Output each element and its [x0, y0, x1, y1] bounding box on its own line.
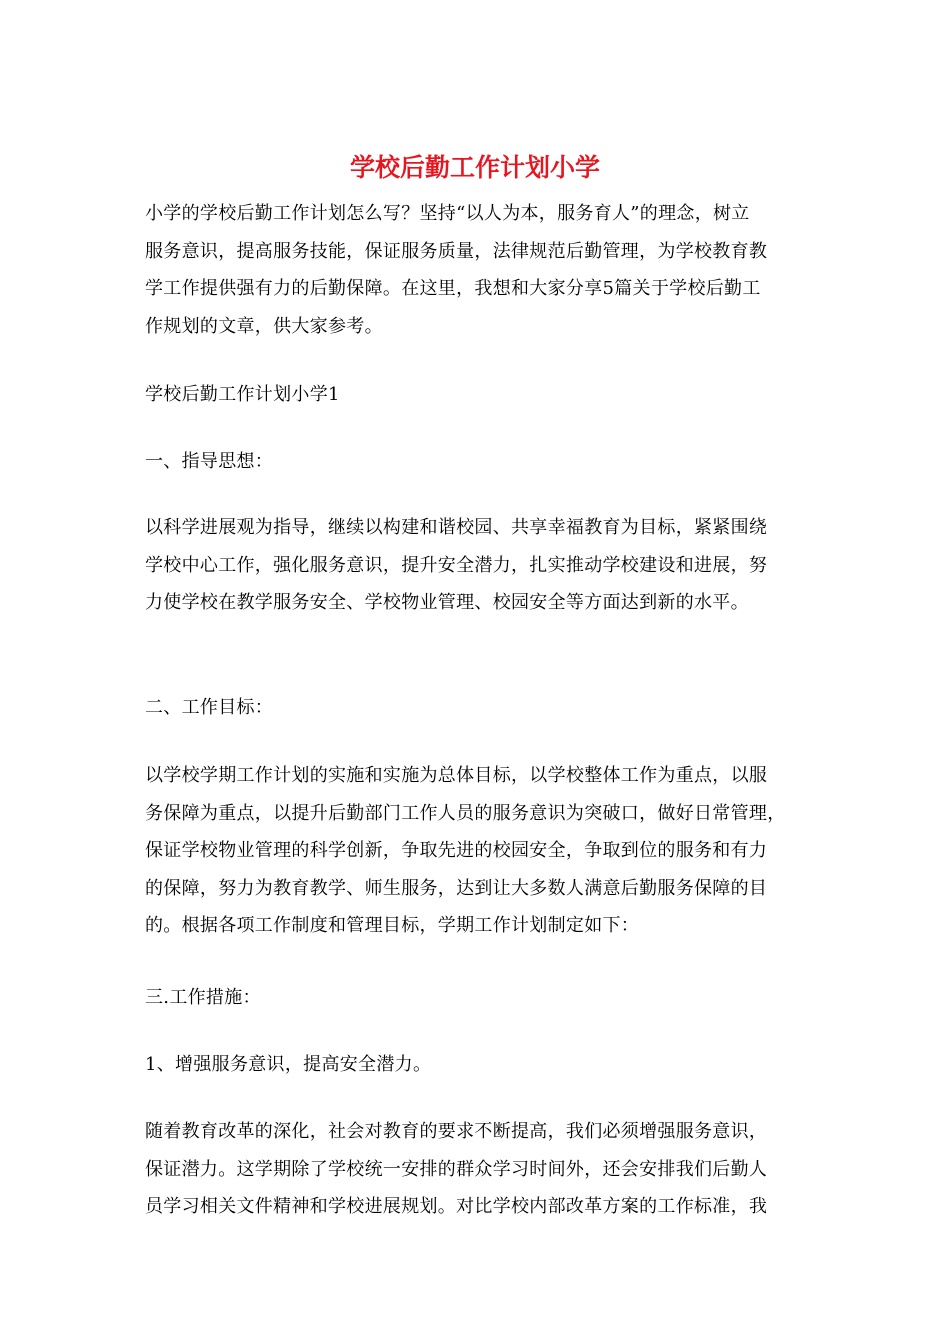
intro-line: 小学的学校后勤工作计划怎么写？坚持“以人为本，服务育人”的理念，树立 [145, 203, 750, 224]
paragraph-line: 务保障为重点，以提升后勤部门工作人员的服务意识为突破口，做好日常管理， [145, 802, 786, 824]
document-title: 学校后勤工作计划小学 [349, 153, 600, 182]
section-heading-guiding-thought: 一、指导思想： [145, 451, 274, 472]
paragraph-line: 随着教育改革的深化，社会对教育的要求不断提高，我们必须增强服务意识， [145, 1121, 768, 1142]
work-goals-paragraph [145, 757, 810, 945]
item-heading-service-awareness: 1、增强服务意识，提高安全潜力。 [145, 1054, 432, 1075]
paragraph-line: 保证潜力。这学期除了学校统一安排的群众学习时间外，还会安排我们后勤人 [145, 1158, 768, 1180]
intro-paragraph [145, 195, 810, 345]
paragraph-line: 的保障，努力为教育教学、师生服务，达到让大多数人满意后勤服务保障的目 [145, 877, 768, 899]
paragraph-line: 学校中心工作，强化服务意识，提升安全潜力，扎实推动学校建设和进展，努 [145, 554, 768, 576]
paragraph-line: 以学校学期工作计划的实施和实施为总体目标，以学校整体工作为重点，以服 [145, 765, 768, 786]
guiding-thought-paragraph [145, 509, 810, 622]
paragraph-line: 以科学进展观为指导，继续以构建和谐校园、共享幸福教育为目标，紧紧围绕 [145, 517, 768, 538]
section-heading-work-goals: 二、工作目标： [145, 697, 274, 718]
paragraph-line: 的。根据各项工作制度和管理目标，学期工作计划制定如下： [145, 915, 640, 936]
intro-line: 作规划的文章，供大家参考。 [145, 315, 383, 337]
paragraph-line: 力使学校在教学服务安全、学校物业管理、校园安全等方面达到新的水平。 [145, 592, 749, 613]
paragraph-line: 员学习相关文件精神和学校进展规划。对比学校内部改革方案的工作标准，我 [145, 1196, 768, 1217]
intro-line: 服务意识，提高服务技能，保证服务质量，法律规范后勤管理，为学校教育教 [145, 240, 768, 262]
section-heading-work-measures: 三.工作措施： [145, 987, 261, 1008]
service-awareness-paragraph [145, 1113, 810, 1226]
paragraph-line: 保证学校物业管理的科学创新，争取先进的校园安全，争取到位的服务和有力 [145, 840, 768, 861]
article-subtitle: 学校后勤工作计划小学1 [145, 384, 340, 405]
intro-line: 学工作提供强有力的后勤保障。在这里，我想和大家分享5篇关于学校后勤工 [145, 278, 761, 299]
